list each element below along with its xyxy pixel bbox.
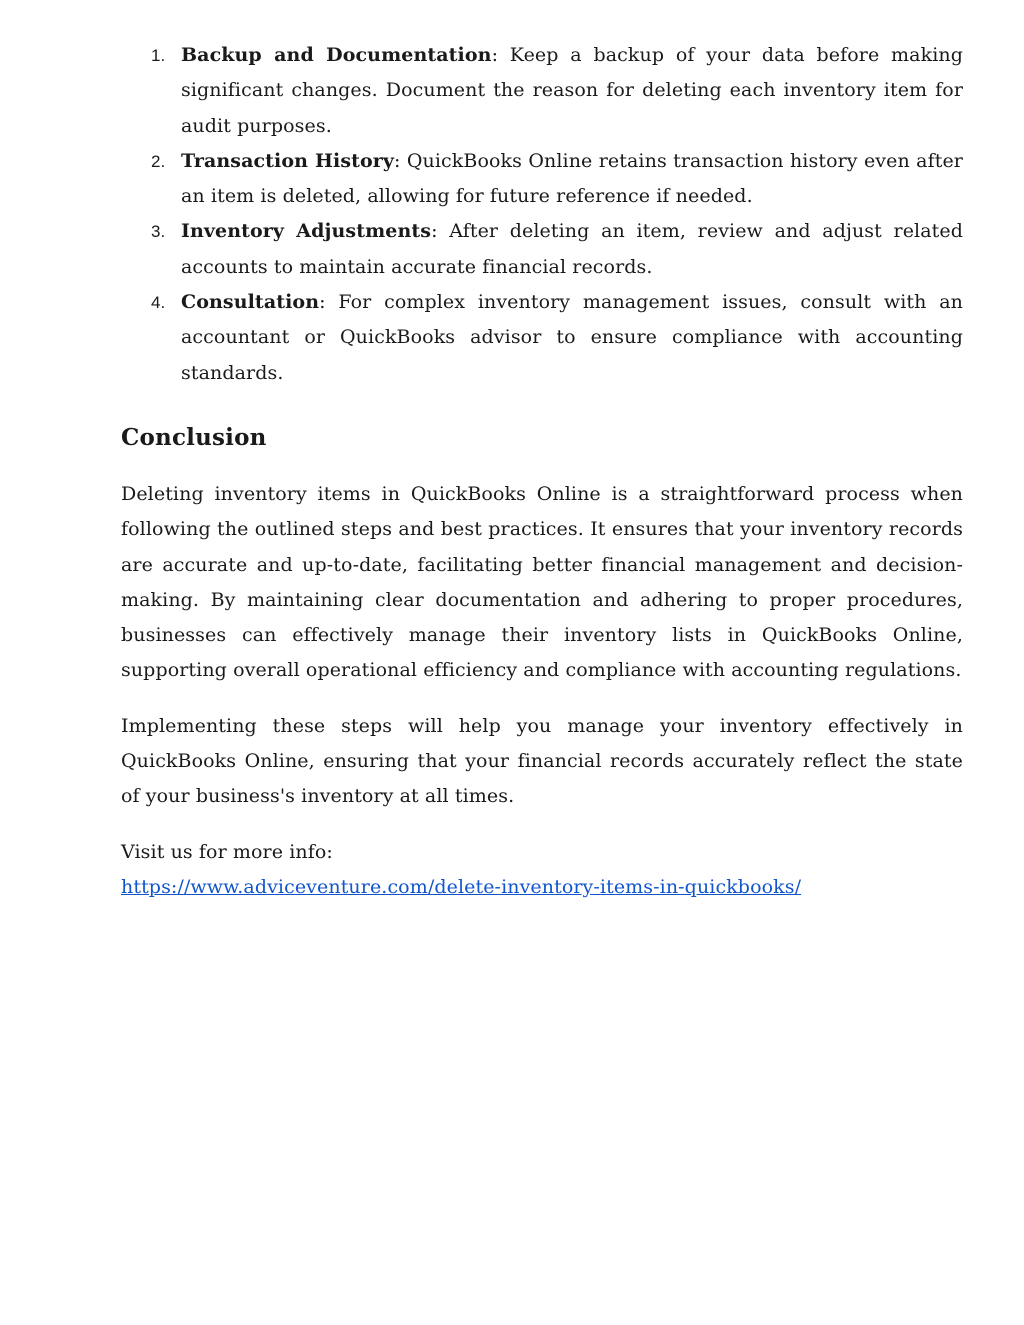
list-number: 2.: [151, 151, 166, 171]
notes-list: [121, 38, 963, 391]
visit-paragraph: [121, 835, 963, 906]
list-item-text: : For complex inventory management issues, consult with an accountant or QuickBooks advisor to ensure compliance with accounting standards.: [181, 291, 963, 384]
list-item-title: Inventory Adjustments: [181, 220, 432, 243]
conclusion-paragraph: Deleting inventory items in QuickBooks Online is a straightforward process when following the outlined steps and best practices. It ensures that your inventory records are accurate and up-to-date, facilitating better financial management and decision-making. By maintaining clear documentation and adhering to proper procedures, businesses can effectively manage their inventory lists in QuickBooks Online, supporting overall operational efficiency and compliance with accounting regulations.: [121, 482, 963, 682]
list-item-inventory-adjustments: [151, 214, 964, 285]
list-item-title: Backup and Documentation: [181, 44, 492, 66]
list-item-title: Transaction History: [181, 149, 395, 172]
list-item-text: : After deleting an item, review and adjust related accounts to maintain accurate financial records.: [181, 220, 964, 278]
list-item-backup: [151, 38, 963, 144]
list-item-text: : QuickBooks Online retains transaction history even after an item is deleted, allowing for future reference if needed.: [181, 149, 963, 208]
list-item-consultation: [151, 285, 963, 391]
list-number: 3.: [151, 222, 166, 242]
more-info-link[interactable]: https://www.adviceventure.com/delete-inventory-items-in-quickbooks/: [121, 875, 802, 898]
conclusion-heading: Conclusion: [121, 423, 267, 451]
document-page: [121, 38, 963, 905]
list-item-title: Consultation: [181, 291, 320, 314]
list-item-text: : Keep a backup of your data before making significant changes. Document the reason for deleting each inventory item for audit purposes.: [181, 44, 963, 137]
list-number: 1.: [151, 46, 166, 65]
visit-label: Visit us for more info:: [121, 840, 333, 863]
implementation-paragraph: Implementing these steps will help you manage your inventory effectively in QuickBooks Online, ensuring that your financial records accurately reflect the state of your business's inventory at all times.: [121, 714, 963, 808]
list-item-transaction-history: [151, 144, 963, 215]
list-number: 4.: [151, 293, 166, 313]
